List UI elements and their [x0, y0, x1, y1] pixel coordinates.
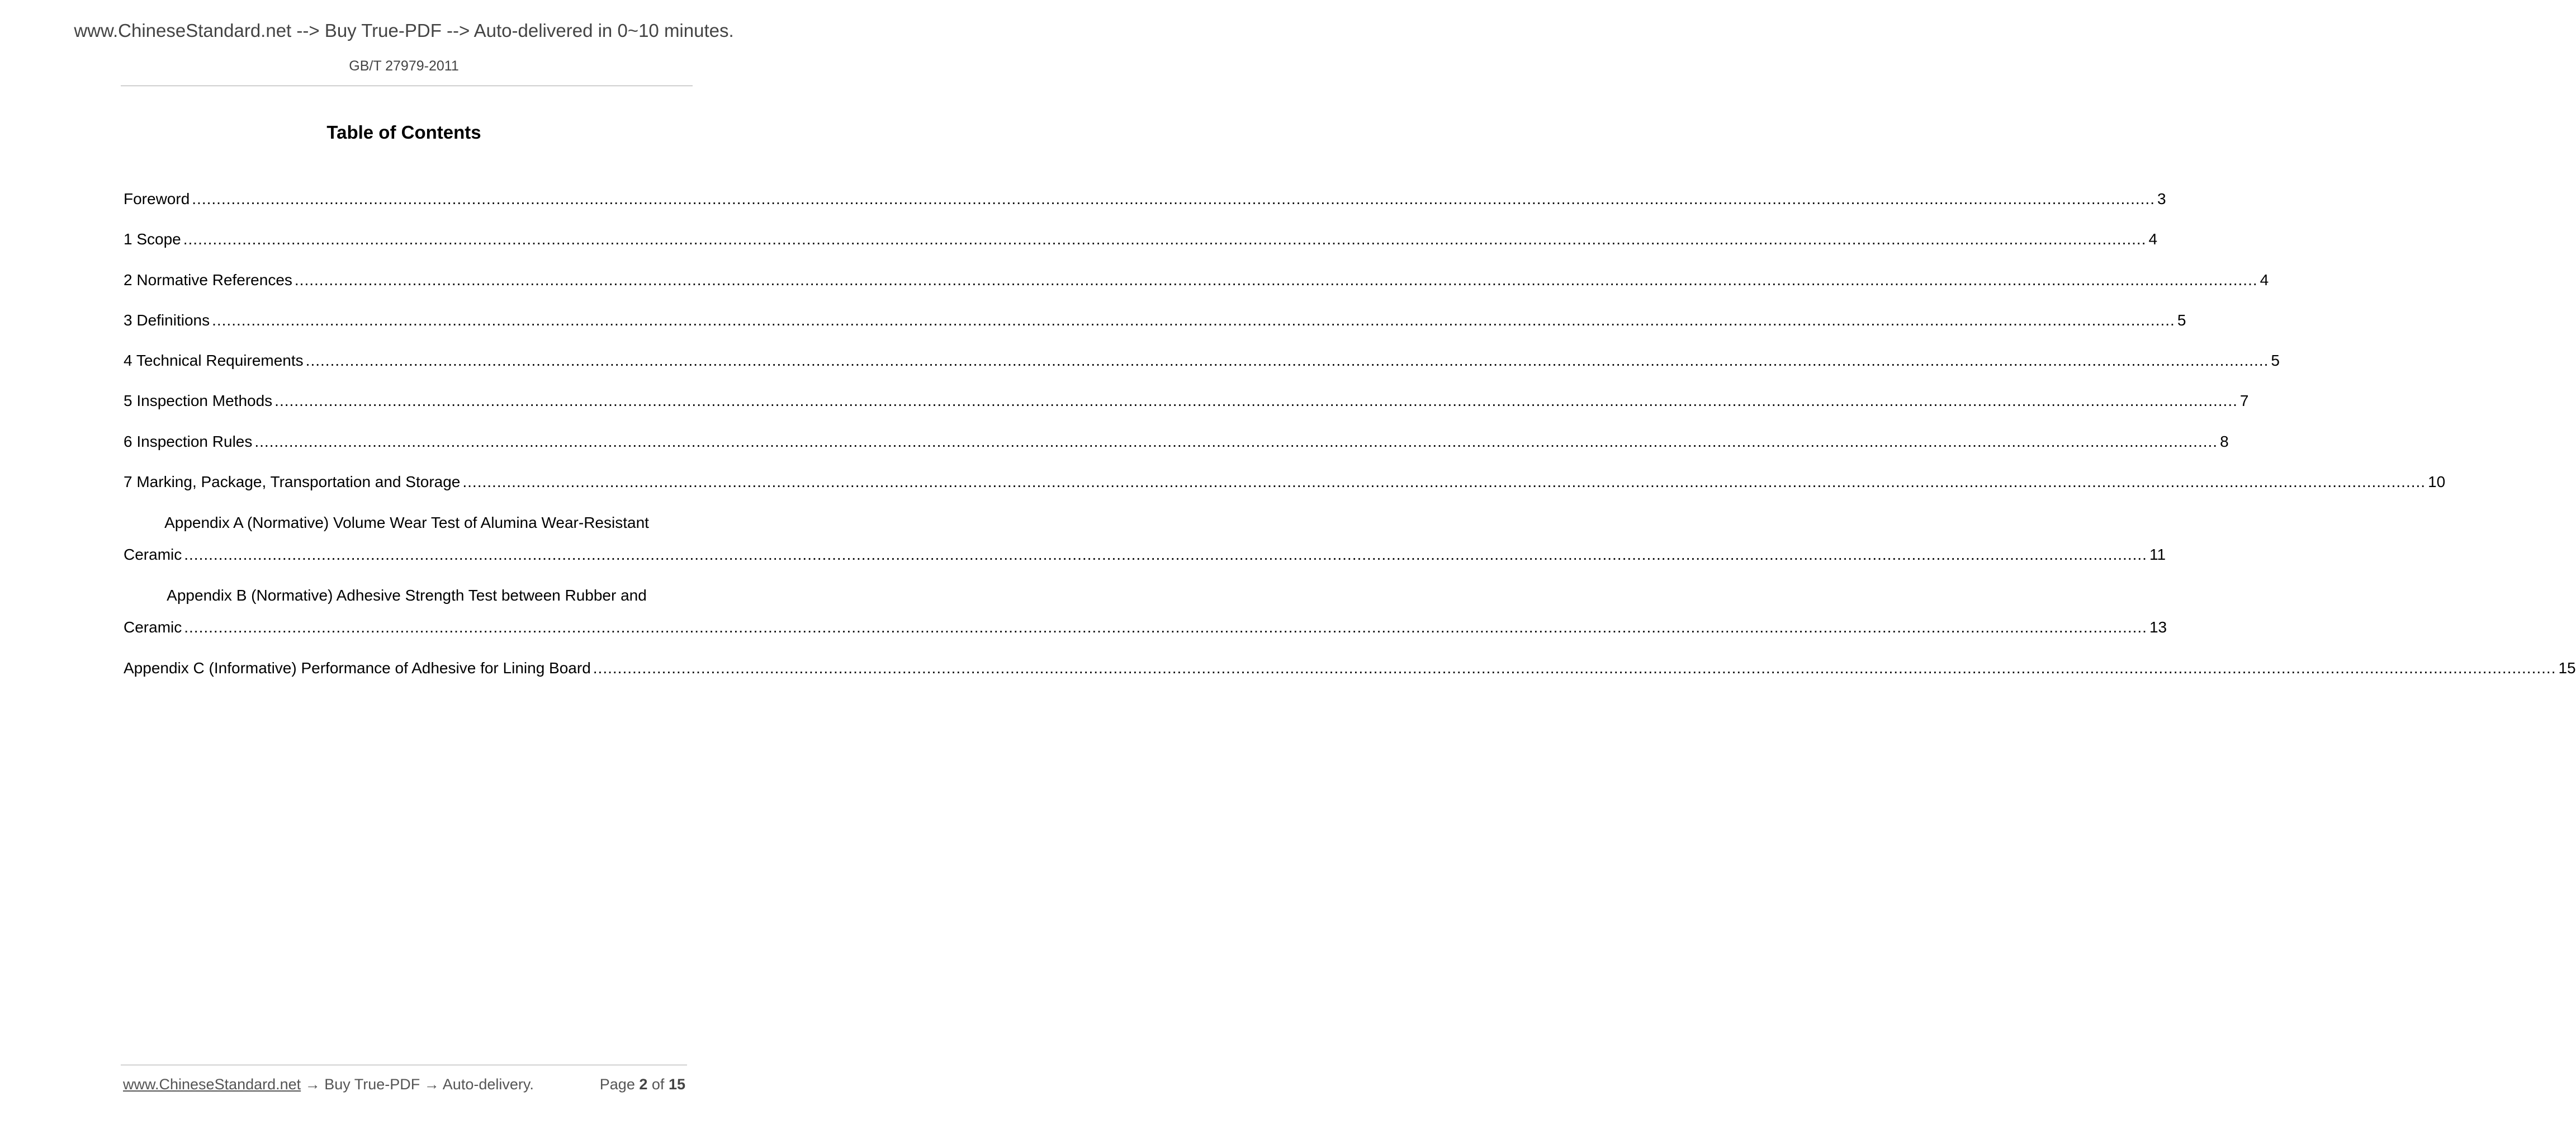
dot-leader: ................................................................................................................................................................................................................................................................................................................................................................................................................ [184, 546, 2147, 563]
toc-entry-label: 2 Normative References [124, 271, 292, 289]
toc-entry-appendix-a-line1[interactable] [124, 512, 690, 534]
toc-entry-label: 1 Scope [124, 230, 181, 248]
toc-entry-inspection-rules[interactable] [124, 431, 2229, 453]
toc-entry-page: 11 [2149, 546, 2166, 563]
toc-entry-label: Appendix B (Normative) Adhesive Strength Test between Rubber and [167, 587, 647, 604]
dot-leader: ................................................................................................................................................................................................................................................................................................................................................................................................................ [593, 659, 2556, 677]
toc-entry-scope[interactable] [124, 228, 2158, 251]
page-word: Page [599, 1076, 635, 1093]
dot-leader: ................................................................................................................................................................................................................................................................................................................................................................................................................ [462, 473, 2426, 490]
toc-entry-appendix-b-line1[interactable] [124, 584, 690, 607]
toc-entry-foreword[interactable] [124, 188, 2166, 210]
delivery-text: Auto-delivery. [442, 1076, 534, 1093]
toc-entry-appendix-b[interactable] [124, 616, 2167, 639]
toc-title: Table of Contents [326, 122, 481, 143]
buy-text: Buy True-PDF [324, 1076, 420, 1093]
toc-entry-label: Ceramic [124, 618, 182, 636]
toc-entry-definitions[interactable] [124, 309, 2186, 332]
toc-entry-normative-references[interactable] [124, 269, 2269, 291]
dot-leader: ................................................................................................................................................................................................................................................................................................................................................................................................................ [254, 433, 2218, 450]
toc-entry-page: 7 [2239, 392, 2249, 409]
toc-entry-label: 6 Inspection Rules [124, 433, 253, 450]
site-link[interactable]: www.ChineseStandard.net [123, 1076, 301, 1093]
dot-leader: ................................................................................................................................................................................................................................................................................................................................................................................................................ [294, 271, 2258, 289]
toc-entry-page: 4 [2260, 271, 2269, 289]
toc-entry-inspection-methods[interactable] [124, 390, 2249, 412]
footer-left [123, 1076, 534, 1093]
toc-entry-page: 5 [2177, 311, 2186, 329]
toc-entry-label: Ceramic [124, 546, 182, 563]
toc-entry-appendix-c[interactable] [124, 657, 2576, 679]
toc-entry-label: Foreword [124, 190, 190, 207]
toc-entry-label: 4 Technical Requirements [124, 352, 304, 369]
arrow-icon: → [305, 1076, 320, 1093]
of-word: of [651, 1076, 665, 1093]
toc-entry-marking[interactable] [124, 471, 2446, 493]
dot-leader: ................................................................................................................................................................................................................................................................................................................................................................................................................ [184, 618, 2147, 636]
dot-leader: ................................................................................................................................................................................................................................................................................................................................................................................................................ [192, 190, 2155, 207]
toc-entry-page: 15 [2558, 659, 2576, 677]
toc-entry-page: 10 [2428, 473, 2446, 490]
dot-leader: ................................................................................................................................................................................................................................................................................................................................................................................................................ [305, 352, 2269, 369]
arrow-icon: → [424, 1076, 439, 1093]
page-number: 2 [639, 1076, 648, 1093]
toc-entry-appendix-a[interactable] [124, 544, 2166, 566]
total-pages: 15 [668, 1076, 685, 1093]
toc-entry-label: Appendix C (Informative) Performance of Adhesive for Lining Board [124, 659, 591, 677]
toc-entry-label: 3 Definitions [124, 311, 210, 329]
page-indicator [600, 1076, 685, 1093]
toc-entry-label: Appendix A (Normative) Volume Wear Test of Alumina Wear-Resistant [164, 514, 649, 531]
dot-leader: ................................................................................................................................................................................................................................................................................................................................................................................................................ [274, 392, 2238, 409]
document-code: GB/T 27979-2011 [349, 58, 459, 74]
toc-entry-page: 3 [2157, 190, 2166, 207]
toc-entry-technical-requirements[interactable] [124, 349, 2280, 372]
toc-entry-page: 4 [2148, 230, 2158, 248]
toc-entry-page: 5 [2271, 352, 2280, 369]
toc-entry-label: 7 Marking, Package, Transportation and Storage [124, 473, 461, 490]
toc-entry-page: 13 [2149, 618, 2167, 636]
dot-leader: ................................................................................................................................................................................................................................................................................................................................................................................................................ [212, 311, 2175, 329]
toc-entry-label: 5 Inspection Methods [124, 392, 273, 409]
top-banner: www.ChineseStandard.net --> Buy True-PDF --> Auto-delivered in 0~10 minutes. [74, 20, 734, 41]
toc-entry-page: 8 [2220, 433, 2229, 450]
dot-leader: ................................................................................................................................................................................................................................................................................................................................................................................................................ [183, 230, 2147, 248]
